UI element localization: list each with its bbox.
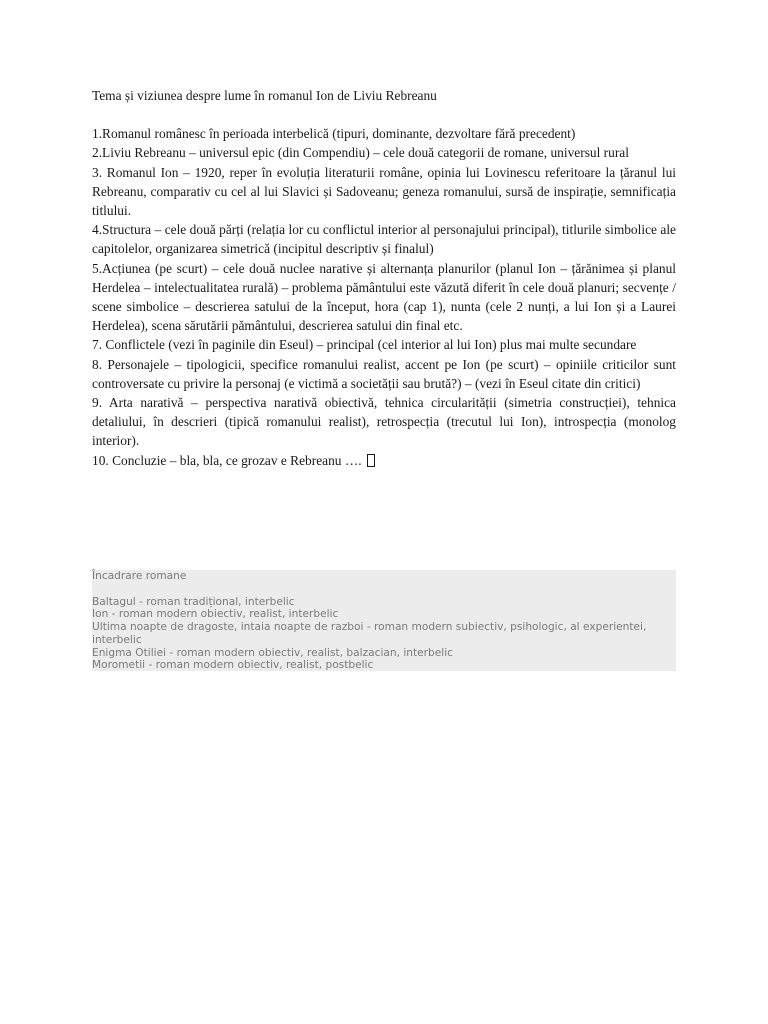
outline-item: 8. Personajele – tipologicii, specifice romanului realist, accent pe Ion (pe scurt) – opiniile criticilor sunt controversate cu privire la personaj (e victimă a societății sau brută?) – (vezi în Eseul citate din critici) — [92, 356, 676, 391]
note-item: Enigma Otiliei - roman modern obiectiv, realist, balzacian, interbelic — [92, 646, 453, 659]
note-item: Baltagul - roman tradițional, interbelic — [92, 595, 295, 608]
outline-item: 7. Conflictele (vezi în paginile din Eseul) – principal (cel interior al lui Ion) plus mai multe secundare — [92, 337, 637, 353]
outline-item: 3. Romanul Ion – 1920, reper în evoluția literaturii române, opinia lui Lovinescu referitoare la țăranul lui Rebreanu, comparativ cu cel al lui Slavici și Sadoveanu; geneza romanului, sursă de inspirație, semnificația titlului. — [92, 164, 676, 219]
conclusion-text: 10. Concluzie – bla, bla, ce grozav e Rebreanu …. — [92, 452, 362, 468]
missing-glyph-icon — [367, 454, 375, 467]
outline-item: 5.Acțiunea (pe scurt) – cele două nuclee narative și alternanța planurilor (planul Ion – țărănimea și planul Herdelea – intelectualitatea rurală) – problema pământului este văzută diferit în cele două planuri; secvențe / scene simbolice – descrierea satului de la început, hora (cap 1), nunta (cele 2 nunți, a lui Ion și a Laurei Herdelea), scena sărutării pământului, descrierea satului din final etc. — [92, 260, 676, 334]
note-item: Ultima noapte de dragoste, intaia noapte de razboi - roman modern subiectiv, psihologic, al experientei, interbelic — [92, 621, 647, 646]
document-body — [92, 86, 676, 470]
outline-list — [92, 124, 676, 470]
outline-item: 2.Liviu Rebreanu – universul epic (din Compendiu) – cele două categorii de romane, universul rural — [92, 145, 629, 161]
outline-item: 9. Arta narativă – perspectiva narativă obiectivă, tehnica circularității (simetria construcției), tehnica detaliului, în descrieri (tipică romanului realist), retrospecția (trecutul lui Ion), introspecția (monolog interior). — [92, 395, 676, 449]
note-item: Ion - roman modern obiectiv, realist, interbelic — [92, 608, 339, 621]
note-heading: Încadrare romane — [92, 570, 187, 582]
outline-item: 1.Romanul românesc în perioada interbelică (tipuri, dominante, dezvoltare fără precedent) — [92, 126, 576, 142]
outline-item: 4.Structura – cele două părți (relația lor cu conflictul interior al personajului principal), titlurile simbolice ale capitolelor, organizarea simetrică (incipitul descriptiv și finalul) — [92, 222, 676, 257]
outline-item-conclusion — [92, 451, 676, 470]
document-title: Tema și viziunea despre lume în romanul Ion de Liviu Rebreanu — [92, 88, 437, 103]
note-item: Morometii - roman modern obiectiv, realist, postbelic — [92, 659, 374, 672]
note-list — [92, 596, 676, 672]
classification-note — [92, 570, 676, 671]
